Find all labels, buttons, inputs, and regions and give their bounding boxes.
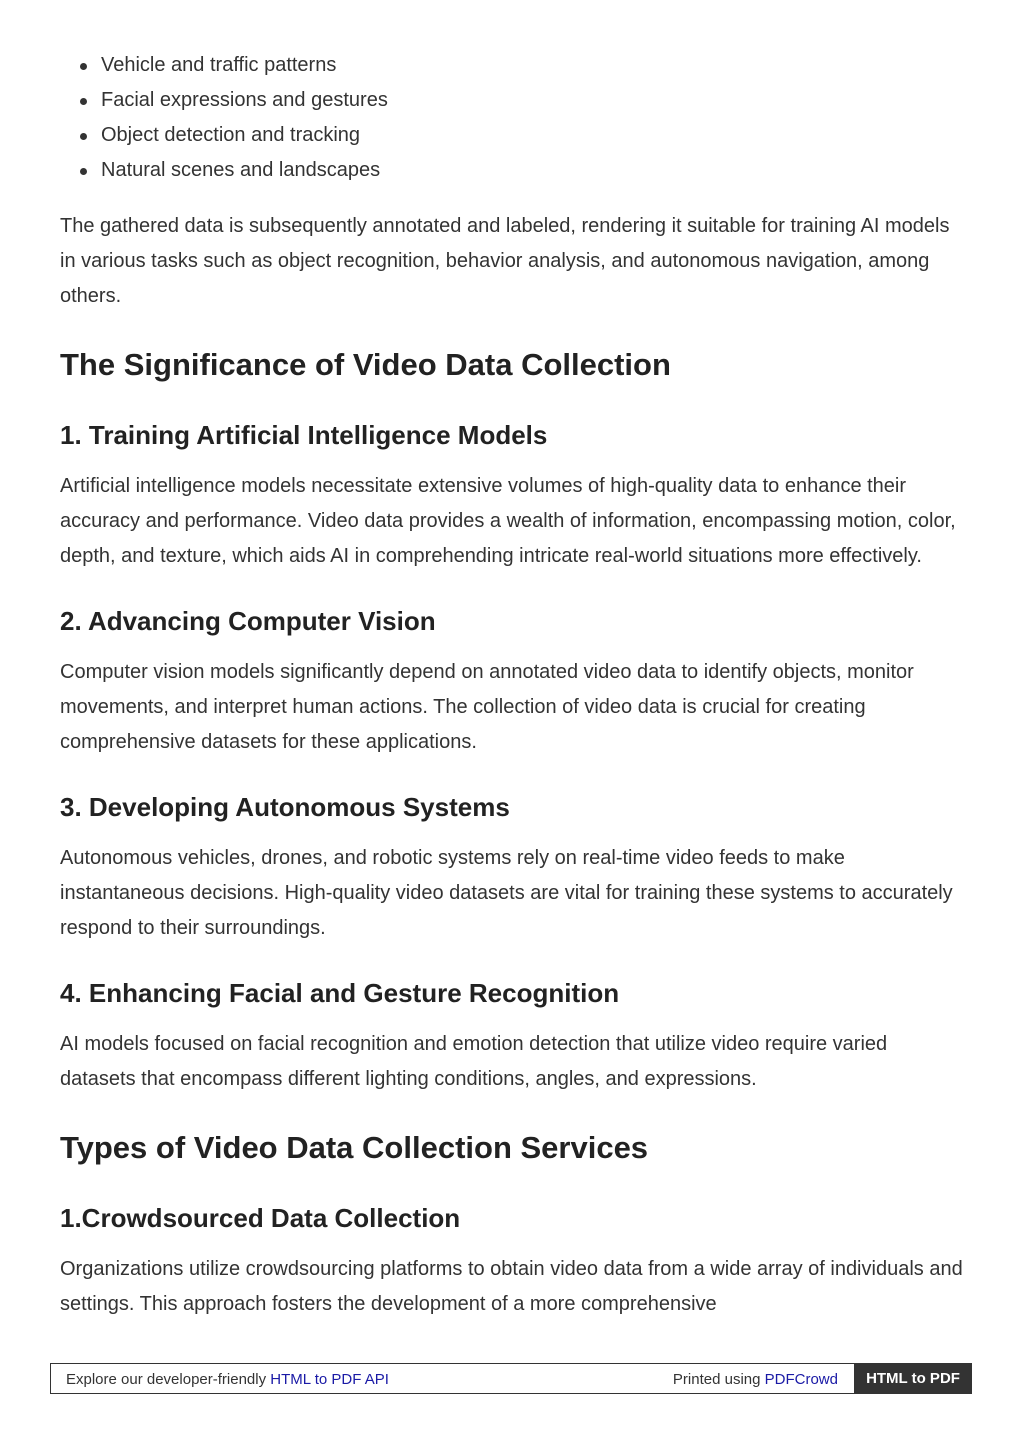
footer-printed-text: Printed using	[672, 1371, 765, 1388]
list-item: Facial expressions and gestures	[60, 83, 965, 118]
document-page	[60, 48, 965, 1322]
footer-explore	[66, 1371, 389, 1388]
pdf-footer-bar	[50, 1363, 972, 1394]
html-to-pdf-badge[interactable]: HTML to PDF	[854, 1363, 972, 1394]
list-item: Natural scenes and landscapes	[60, 153, 965, 188]
section-heading-significance: The Significance of Video Data Collection	[60, 347, 671, 382]
subheading-training-ai: 1. Training Artificial Intelligence Models	[60, 420, 548, 450]
footer-explore-text: Explore our developer-friendly	[66, 1371, 271, 1388]
list-item: Object detection and tracking	[60, 118, 965, 153]
subheading-computer-vision: 2. Advancing Computer Vision	[60, 606, 436, 636]
intro-paragraph: The gathered data is subsequently annotated and labeled, rendering it suitable for training AI models in various tasks such as object recognition, behavior analysis, and autonomous navigation, among others.	[60, 215, 950, 307]
paragraph-training-ai: Artificial intelligence models necessitate extensive volumes of high-quality data to enhance their accuracy and performance. Video data provides a wealth of information, encompassing motion, color, depth, and texture, which aids AI in comprehending intricate real-world situations more effectively.	[60, 475, 956, 567]
data-types-list	[60, 48, 965, 188]
paragraph-computer-vision: Computer vision models significantly depend on annotated video data to identify objects, monitor movements, and interpret human actions. The collection of video data is crucial for creating comprehensive datasets for these applications.	[60, 661, 914, 753]
subheading-autonomous-systems: 3. Developing Autonomous Systems	[60, 792, 510, 822]
paragraph-facial-gesture: AI models focused on facial recognition and emotion detection that utilize video require varied datasets that encompass different lighting conditions, angles, and expressions.	[60, 1033, 888, 1090]
paragraph-autonomous-systems: Autonomous vehicles, drones, and robotic systems rely on real-time video feeds to make instantaneous decisions. High-quality video datasets are vital for training these systems to accurately respond to their surroundings.	[60, 847, 953, 939]
footer-printed	[673, 1371, 838, 1388]
subheading-facial-gesture: 4. Enhancing Facial and Gesture Recognition	[60, 978, 620, 1008]
list-item: Vehicle and traffic patterns	[60, 48, 965, 83]
subheading-crowdsourced: 1.Crowdsourced Data Collection	[60, 1203, 461, 1233]
paragraph-crowdsourced: Organizations utilize crowdsourcing platforms to obtain video data from a wide array of individuals and settings. This approach fosters the development of a more comprehensive	[60, 1258, 963, 1315]
pdfcrowd-link[interactable]: PDFCrowd	[764, 1371, 838, 1388]
section-heading-types: Types of Video Data Collection Services	[60, 1130, 649, 1165]
html-to-pdf-api-link[interactable]: HTML to PDF API	[270, 1371, 389, 1388]
